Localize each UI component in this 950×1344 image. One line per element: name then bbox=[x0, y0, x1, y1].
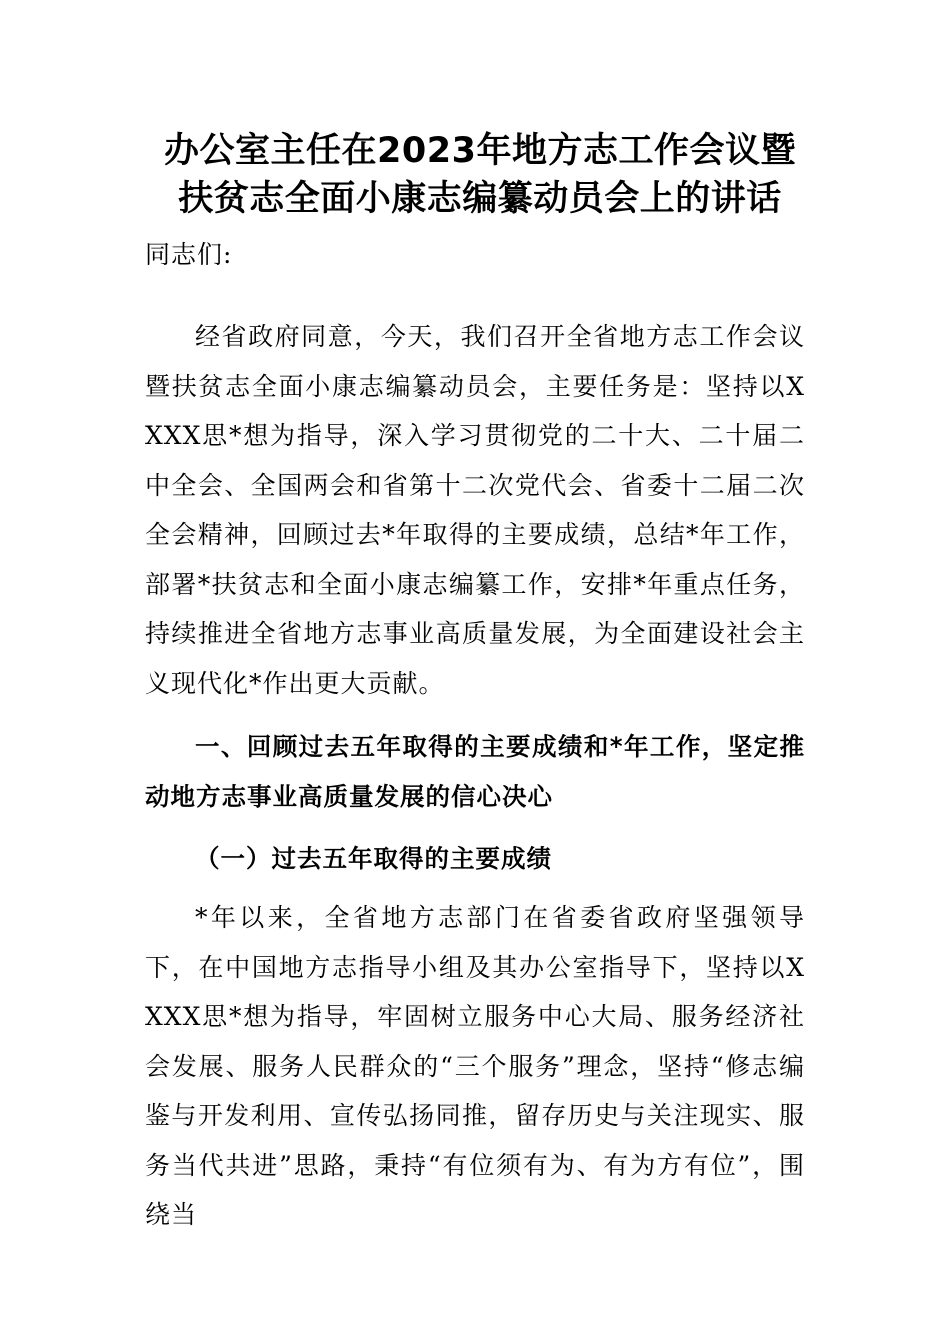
paragraph-achievements: *年以来，全省地方志部门在省委省政府坚强领导下，在中国地方志指导小组及其办公室指导下，坚持以XXXX思*想为指导，牢固树立服务中心大局、服务经济社会发展、服务人民群众的“三个服务”理念，坚持“修志编鉴与开发利用、宣传弘扬同推，留存历史与关注现实、服务当代共进”思路，秉持“有位须有为、有为方有位”，围绕当 bbox=[145, 903, 805, 1229]
paragraph-intro: 经省政府同意，今天，我们召开全省地方志工作会议暨扶贫志全面小康志编纂动员会，主要任务是：坚持以XXXX思*想为指导，深入学习贯彻党的二十大、二十届二中全会、全国两会和省第十二次党代会、省委十二届二次全会精神，回顾过去*年取得的主要成绩，总结*年工作，部署*扶贫志和全面小康志编纂工作，安排*年重点任务，持续推进全省地方志事业高质量发展，为全面建设社会主义现代化*作出更大贡献。 bbox=[145, 322, 805, 698]
section-heading-1: 一、回顾过去五年取得的主要成绩和*年工作，坚定推动地方志事业高质量发展的信心决心 bbox=[145, 732, 805, 811]
document-title bbox=[120, 127, 840, 223]
title-line-1: 办公室主任在2023年地方志工作会议暨 bbox=[164, 131, 796, 171]
title-line-2: 扶贫志全面小康志编纂动员会上的讲话 bbox=[178, 179, 782, 219]
salutation: 同志们: bbox=[145, 240, 233, 269]
subsection-heading-1-1: （一）过去五年取得的主要成绩 bbox=[195, 844, 552, 873]
